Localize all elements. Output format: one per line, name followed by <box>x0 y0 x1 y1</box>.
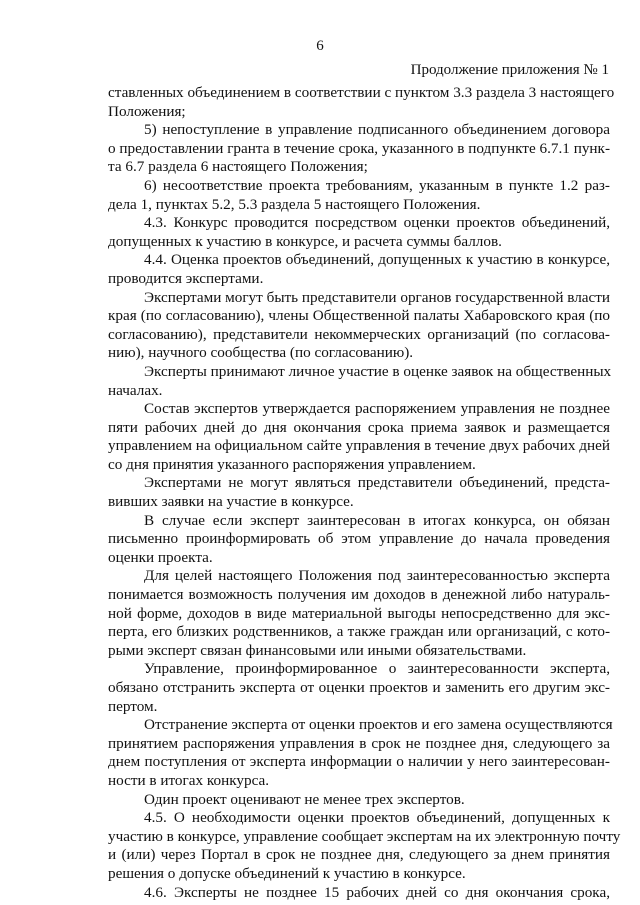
text-line: участию в конкурсе, управление сообщает экспертам на их электронную почту <box>108 827 621 845</box>
text-line: 4.6. Эксперты не позднее 15 рабочих дней со дня окончания срока, <box>144 883 610 901</box>
text-line: та 6.7 раздела 6 настоящего Положения; <box>108 158 368 176</box>
text-line: о предоставлении гранта в течение срока, указанного в подпункте 6.7.1 пунк- <box>108 139 610 157</box>
text-line: края (по согласованию), члены Общественной палаты Хабаровского края (по <box>108 307 610 325</box>
text-line: 4.4. Оценка проектов объединений, допущенных к участию в конкурсе, <box>144 251 610 269</box>
page-number: 6 <box>316 38 324 54</box>
text-line: дела 1, пунктах 5.2, 5.3 раздела 5 настоящего Положения. <box>108 195 481 213</box>
text-line: Экспертами могут быть представители органов государственной власти <box>144 288 611 306</box>
text-line: В случае если эксперт заинтересован в итогах конкурса, он обязан <box>144 511 610 529</box>
text-line: нию), научного сообщества (по согласованию). <box>108 344 414 362</box>
text-line: допущенных к участию в конкурсе, и расчета суммы баллов. <box>108 232 502 250</box>
text-line: пертом. <box>108 697 158 715</box>
text-line: Один проект оценивают не менее трех экспертов. <box>144 790 465 808</box>
text-line: управлением на официальном сайте управления в течение двух рабочих дней <box>108 437 610 455</box>
text-line: ставленных объединением в соответствии с пунктом 3.3 раздела 3 настоящего <box>108 84 615 101</box>
text-line: и (или) через Портал в срок не позднее дня, следующего за днем принятия <box>108 846 610 864</box>
text-line: вивших заявки на участие в конкурсе. <box>108 493 354 511</box>
text-line: согласованию), представители некоммерческих организаций (по согласова- <box>108 325 610 343</box>
text-line: перта, его близких родственников, а также граждан или организаций, с кото- <box>108 623 610 641</box>
text-line: со дня принятия указанного распоряжения управлением. <box>108 455 476 473</box>
text-line: проводится экспертами. <box>108 269 264 287</box>
text-line: 4.3. Конкурс проводится посредством оценки проектов объединений, <box>144 214 610 232</box>
text-line: 6) несоответствие проекта требованиям, указанным в пункте 1.2 раз- <box>144 176 610 194</box>
body-text <box>108 84 621 902</box>
text-line: решения о допуске объединений к участию в конкурсе. <box>108 864 466 882</box>
continuation-header: Продолжение приложения № 1 <box>410 62 609 78</box>
text-line: Состав экспертов утверждается распоряжением управления не позднее <box>144 400 610 418</box>
text-line: днем поступления от эксперта информации о наличии у него заинтересован- <box>108 753 610 771</box>
text-line: пяти рабочих дней до дня окончания срока приема заявок и размещается <box>108 418 610 436</box>
text-line: Экспертами не могут являться представители объединений, предста- <box>144 474 610 492</box>
text-line: оценки проекта. <box>108 548 213 566</box>
text-line: обязано отстранить эксперта от оценки проектов и заменить его другим экс- <box>108 679 610 696</box>
text-line: Управление, проинформированное о заинтересованности эксперта, <box>144 660 610 678</box>
text-line: принятием распоряжения управления в срок не позднее дня, следующего за <box>108 734 610 752</box>
text-line: понимается возможность получения им доходов в денежной либо натураль- <box>108 586 610 604</box>
text-line: Положения; <box>108 102 186 120</box>
text-line: письменно проинформировать об этом управление до начала проведения <box>108 530 610 548</box>
text-line: рыми эксперт связан финансовыми или иными обязательствами. <box>108 641 527 659</box>
text-line: Для целей настоящего Положения под заинтересованностью эксперта <box>144 567 610 585</box>
text-line: Отстранение эксперта от оценки проектов и его замена осуществляются <box>144 716 613 734</box>
text-line: ности в итогах конкурса. <box>108 771 270 789</box>
text-line: Эксперты принимают личное участие в оценке заявок на общественных <box>144 362 612 380</box>
text-line: 5) непоступление в управление подписанного объединением договора <box>144 121 610 139</box>
text-line: началах. <box>108 381 163 399</box>
text-line: 4.5. О необходимости оценки проектов объединений, допущенных к <box>144 809 610 827</box>
text-line: ной форме, доходов в виде материальной выгоды непосредственно для экс- <box>108 604 610 622</box>
